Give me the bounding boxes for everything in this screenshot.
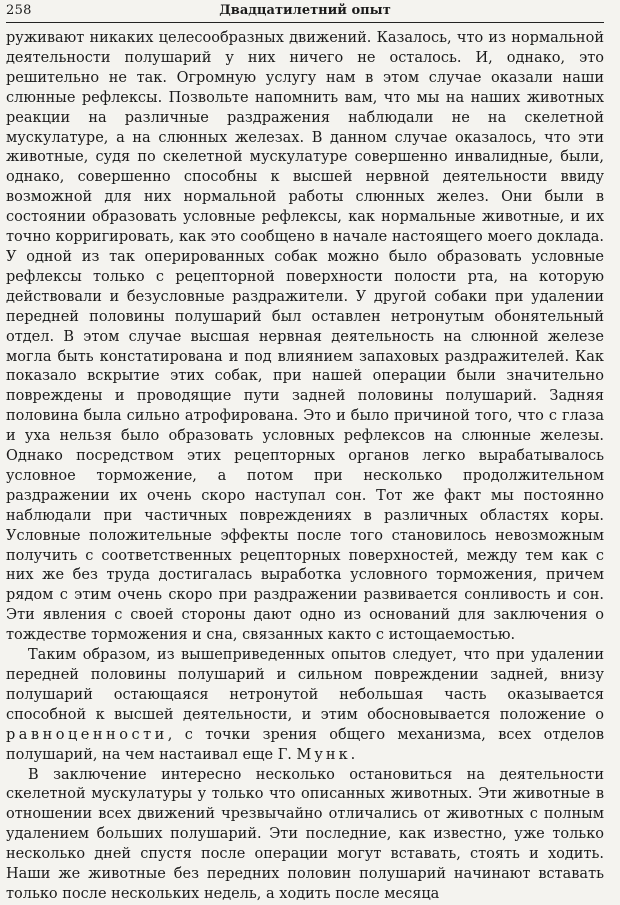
running-head [6, 0, 604, 23]
paragraph-2-end: . [350, 746, 356, 763]
paragraph-2 [6, 646, 604, 765]
running-title: Двадцатилетний опыт [219, 3, 391, 18]
page-number: 258 [6, 3, 32, 18]
paragraph-2-start: Таким образом, из вышеприведенных опытов следует, что при удалении передней половины полушарий и сильном повреждении задней, внизу полушарий остающаяся нетронутой небольшая часть оказывается способной к высшей деятельности, и этим обосновывается положение о [6, 647, 604, 723]
paragraph-1: руживают никаких целесообразных движений. Казалось, что из нормальной деятельности полушарий у них ничего не осталось. И, однако, это решительно не так. Огромную услугу нам в этом случае оказали наши слюнные рефлексы. Позвольте напомнить вам, что мы на наших животных реакции на различные раздражения наблюдали не на скелетной мускулатуре, а на слюнных железах. В данном случае оказалось, что эти животные, судя по скелетной мускулатуре совершенно инвалидные, были, однако, совершенно способны к высшей нервной деятельности ввиду возможной для них нормальной работы слюнных желез. Они были в состоянии образовать условные рефлексы, как нормальные животные, и их точно корригировать, как это сообщено в начале настоящего моего доклада. У одной из так оперированных собак можно было образовать условные рефлексы только с рецепторной поверхности полости рта, на которую действовали и безусловные раздражители. У другой собаки при удалении передней половины полушарий был оставлен нетронутым обонятельный отдел. В этом случае высшая нервная деятельность на слюнной железе могла быть констатирована и под влиянием запаховых раздражителей. Как показало вскрытие этих собак, при нашей операции были значительно повреждены и проводящие пути задней половины полушарий. Задняя половина была сильно атрофирована. Это и было причиной того, что с глаза и уха нельзя было образовать условных рефлексов на слюнные железы. Однако посредством этих рецепторных органов легко вырабатывалось условное торможение, а потом при несколько продолжительном раздражении их очень скоро наступал сон. Тот же факт мы постоянно наблюдали при частичных повреждениях в различных областях коры. Условные положительные эффекты после того становилось невозможным получить с соответственных рецепторных поверхностей, между тем как с них же без труда достигалась выработка условного торможения, причем рядом с этим очень скоро при раздражении развивается сонливость и сон. Эти явления с своей стороны дают одно из оснований для заключения о тождестве торможения и сна, связанных както с истощаемостью. [6, 30, 604, 644]
paragraph-3: В заключение интересно несколько остановиться на деятельности скелетной мускулатуры у только что описанных животных. Эти животные в отношении всех движений чрезвычайно отличались от животных с полным удалением больших полушарий. Эти последние, как известно, уже только несколько дней спустя после операции могут вставать, стоять и ходить. Наши же животные без передних половин полушарий начинают вставать только после нескольких недель, а ходить после месяца [6, 766, 604, 902]
spaced-name-munk: Мунк [296, 746, 351, 763]
spaced-term-equivalence: равноценности [6, 726, 168, 743]
body-text [6, 29, 604, 905]
paragraph-2-middle: , с точки зрения общего механизма, всех отделов полушарий, на чем настаивал еще Г. [6, 726, 604, 763]
